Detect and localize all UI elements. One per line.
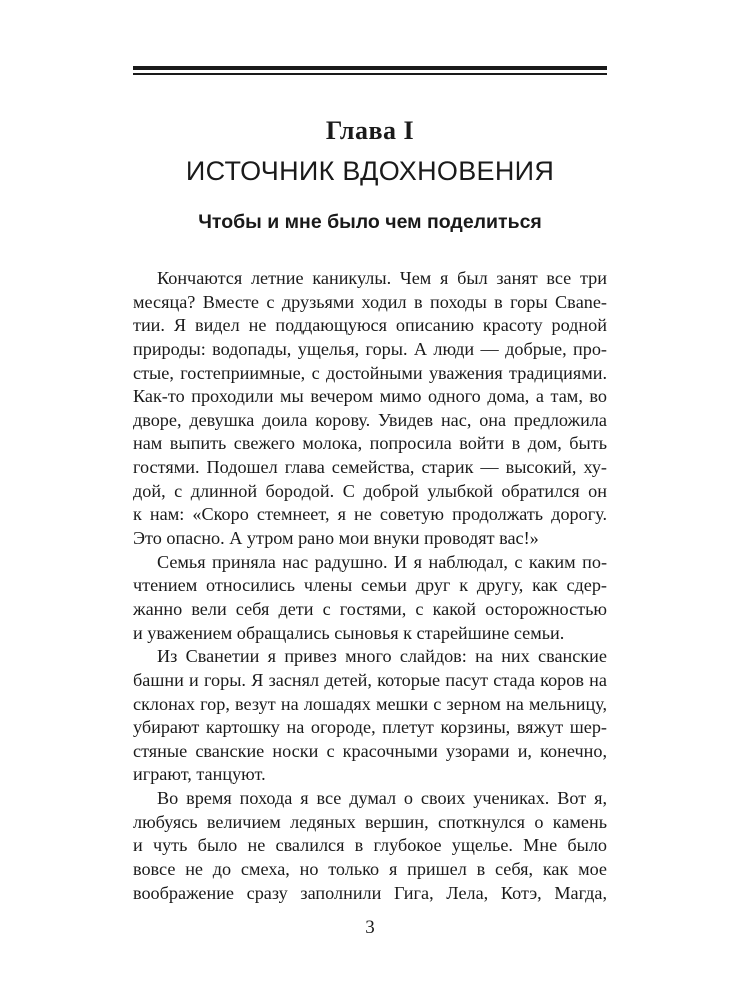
header-rule-thin — [133, 73, 607, 75]
text-line: склонах гор, везут на лошадях мешки с зерном на мельницу, — [133, 693, 607, 714]
text-line: месяца? Вместе с друзьями ходил в походы в горы Свane- — [133, 291, 607, 312]
text-line: жанно вели себя дети с гостями, с какой осторожностью — [133, 598, 607, 619]
text-line: убирают картошку на огороде, плетут корзины, вяжут шер- — [133, 717, 607, 738]
text-line: природы: водопады, ущелья, горы. А люди — добрые, про- — [133, 338, 607, 359]
text-line: воображение сразу заполнили Гига, Лела, Котэ, Магда, — [133, 882, 607, 903]
text-line: Семья приняла нас радушно. И я наблюдал, с каким по- — [157, 551, 607, 572]
text-line: дворе, девушка доила корову. Увидев нас, она предложила — [133, 409, 607, 430]
text-line: гостями. Подошел глава семейства, старик — высокий, ху- — [133, 457, 607, 478]
text-line: Во время похода я все думал о своих учениках. Вот я, — [157, 788, 607, 809]
text-line: вовсе не до смеха, но только я пришел в себя, как мое — [133, 859, 607, 880]
text-line: Как-то проходили мы вечером мимо одного дома, а там, во — [133, 386, 607, 407]
text-line: к нам: «Скоро стемнеет, я не советую продолжать дорогу. — [133, 504, 607, 525]
section-title: Чтобы и мне было чем поделиться — [198, 211, 542, 233]
text-line: нам выпить свежего молока, попросила войти в дом, быть — [133, 433, 607, 454]
text-line: Это опасно. А утром рано мои внуки проводят вас!» — [133, 528, 539, 549]
text-line: башни и горы. Я заснял детей, которые пасут стада коров на — [133, 669, 607, 690]
page-number: 3 — [365, 917, 375, 938]
text-line: любуясь величием ледяных вершин, споткнулся о камень — [133, 811, 607, 832]
text-line: дой, с длинной бородой. С доброй улыбкой обратился он — [133, 480, 607, 501]
text-line: стые, гостеприимные, с достойными уважения традициями. — [133, 362, 607, 383]
body-text — [133, 267, 607, 905]
text-line: и уважением обращались сыновья к старейшине семьи. — [133, 622, 565, 643]
text-line: стяные сванские носки с красочными узорами и, конечно, — [133, 740, 607, 761]
chapter-label: Глава I — [325, 116, 415, 145]
text-line: играют, танцуют. — [133, 764, 266, 785]
text-line: и чуть было не свалился в глубокое ущелье. Мне было — [133, 835, 607, 856]
text-line: чтением относились члены семьи друг к другу, как сдер- — [133, 575, 607, 596]
text-line: Из Сванетии я привез много слайдов: на них сванские — [157, 646, 607, 667]
text-line: Кончаются летние каникулы. Чем я был занят все три — [157, 268, 607, 288]
text-line: тии. Я видел не поддающуюся описанию красоту родной — [133, 315, 607, 336]
chapter-title: ИСТОЧНИК ВДОХНОВЕНИЯ — [185, 156, 555, 186]
header-rule-thick — [133, 66, 607, 70]
